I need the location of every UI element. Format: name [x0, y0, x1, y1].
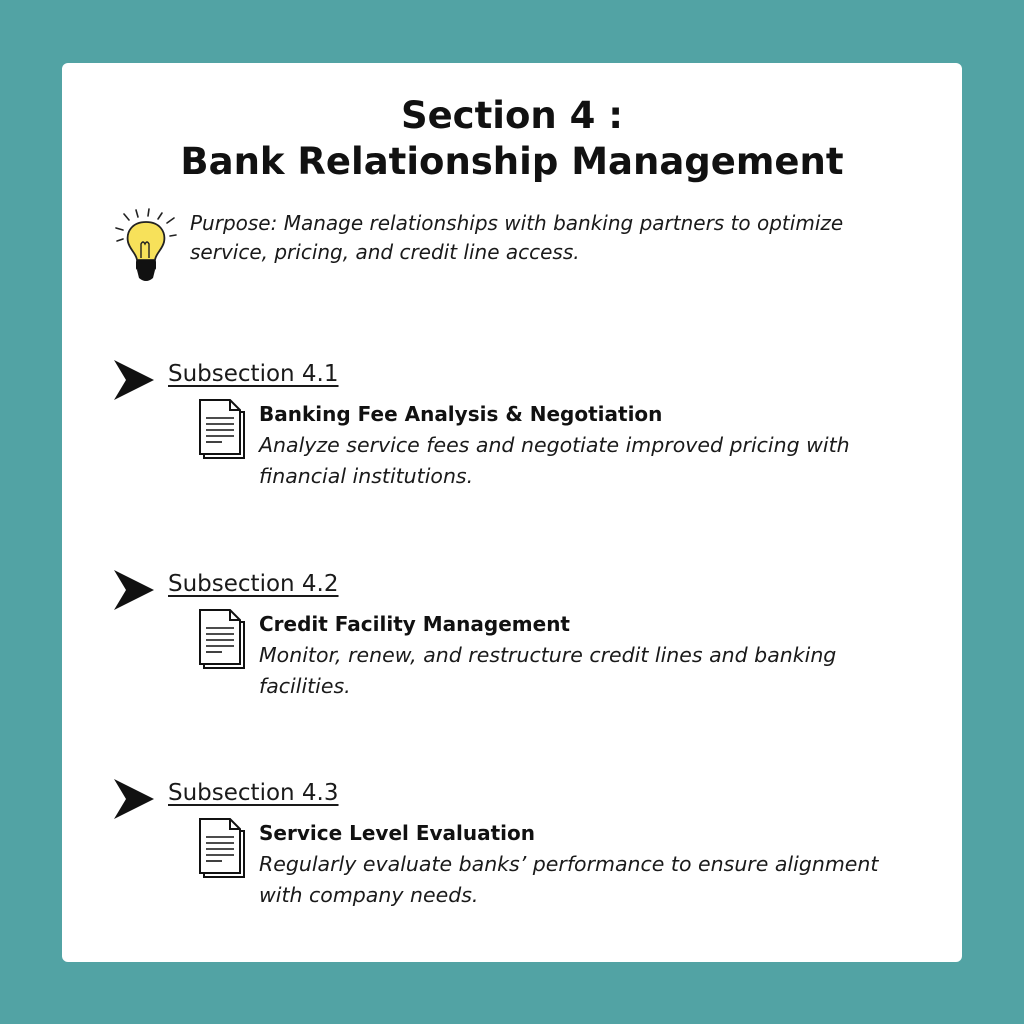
lightbulb-icon: [112, 208, 182, 288]
document-icon: [198, 398, 246, 460]
subsection-heading: Subsection 4.1: [168, 361, 339, 387]
document-icon: [198, 817, 246, 879]
title-line-2: Bank Relationship Management: [180, 140, 844, 183]
item-description: Monitor, renew, and restructure credit lines and banking facilities.: [259, 643, 837, 698]
subsection-4-3: [62, 777, 962, 947]
document-icon: [198, 608, 246, 670]
page-title: [62, 93, 962, 185]
purpose-text: Purpose: Manage relationships with banking partners to optimize service, pricing, and credit line access.: [190, 211, 844, 264]
arrow-right-icon: [112, 568, 156, 612]
item-description: Analyze service fees and negotiate improved pricing with financial institutions.: [259, 433, 850, 488]
content-card: [62, 63, 962, 962]
subsection-4-2: [62, 568, 962, 738]
item-title: Credit Facility Management: [259, 612, 570, 636]
subsection-4-1: [62, 358, 962, 528]
title-line-1: Section 4 :: [400, 94, 624, 137]
item-title: Service Level Evaluation: [259, 821, 536, 845]
item-title: Banking Fee Analysis & Negotiation: [259, 402, 663, 426]
arrow-right-icon: [112, 358, 156, 402]
subsection-heading: Subsection 4.2: [168, 571, 339, 597]
item-description: Regularly evaluate banks’ performance to ensure alignment with company needs.: [259, 852, 879, 907]
arrow-right-icon: [112, 777, 156, 821]
subsection-heading: Subsection 4.3: [168, 780, 339, 806]
